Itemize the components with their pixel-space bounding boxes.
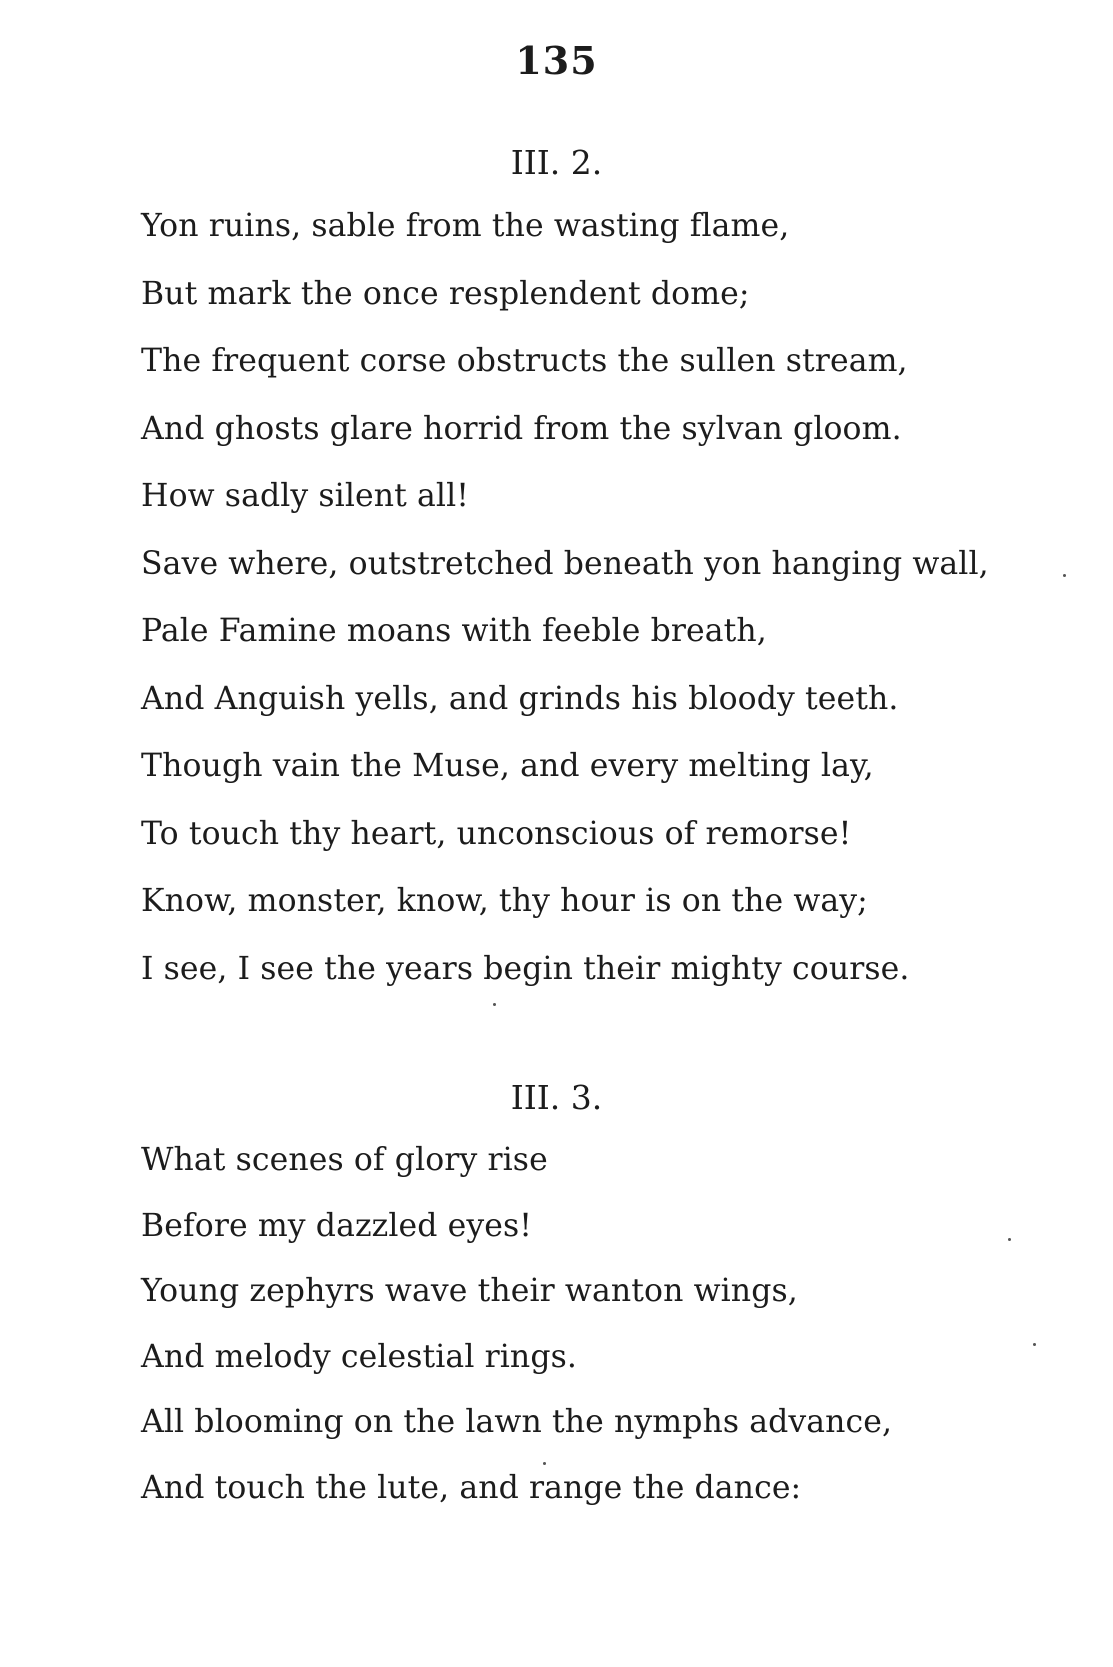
stanza-iii-2 bbox=[141, 193, 989, 1003]
stanza-heading-iii-2: III. 2. bbox=[510, 143, 603, 182]
verse-line: To touch thy heart, unconscious of remorse! bbox=[141, 815, 852, 852]
verse-line: The frequent corse obstructs the sullen stream, bbox=[141, 343, 908, 379]
verse-line: Young zephyrs wave their wanton wings, bbox=[141, 1273, 798, 1309]
verse-line: All blooming on the lawn the nymphs advance, bbox=[141, 1404, 893, 1440]
verse-line: Before my dazzled eyes! bbox=[141, 1207, 533, 1244]
scan-speck bbox=[1008, 1238, 1011, 1241]
scan-speck bbox=[1063, 574, 1066, 577]
verse-line: And touch the lute, and range the dance: bbox=[141, 1469, 802, 1506]
verse-line: Pale Famine moans with feeble breath, bbox=[141, 613, 767, 649]
verse-line: Though vain the Muse, and every melting lay, bbox=[141, 748, 874, 784]
verse-line: Know, monster, know, thy hour is on the way; bbox=[141, 883, 868, 919]
scan-speck bbox=[543, 1462, 546, 1465]
verse-line: What scenes of glory rise bbox=[141, 1142, 548, 1178]
verse-line: Yon ruins, sable from the wasting flame, bbox=[141, 208, 790, 244]
scan-speck bbox=[1033, 1343, 1036, 1346]
page-number: 135 bbox=[515, 38, 598, 83]
stanza-heading-iii-3: III. 3. bbox=[510, 1078, 603, 1117]
verse-line: And melody celestial rings. bbox=[141, 1338, 577, 1375]
scan-speck bbox=[493, 1003, 496, 1006]
verse-line: Save where, outstretched beneath yon hanging wall, bbox=[141, 545, 989, 582]
verse-line: I see, I see the years begin their mighty course. bbox=[141, 950, 910, 987]
stanza-iii-3 bbox=[141, 1128, 892, 1521]
verse-line: How sadly silent all! bbox=[141, 478, 470, 514]
verse-line: And Anguish yells, and grinds his bloody teeth. bbox=[141, 680, 899, 717]
verse-line: And ghosts glare horrid from the sylvan gloom. bbox=[141, 410, 902, 447]
verse-line: But mark the once resplendent dome; bbox=[141, 275, 750, 312]
